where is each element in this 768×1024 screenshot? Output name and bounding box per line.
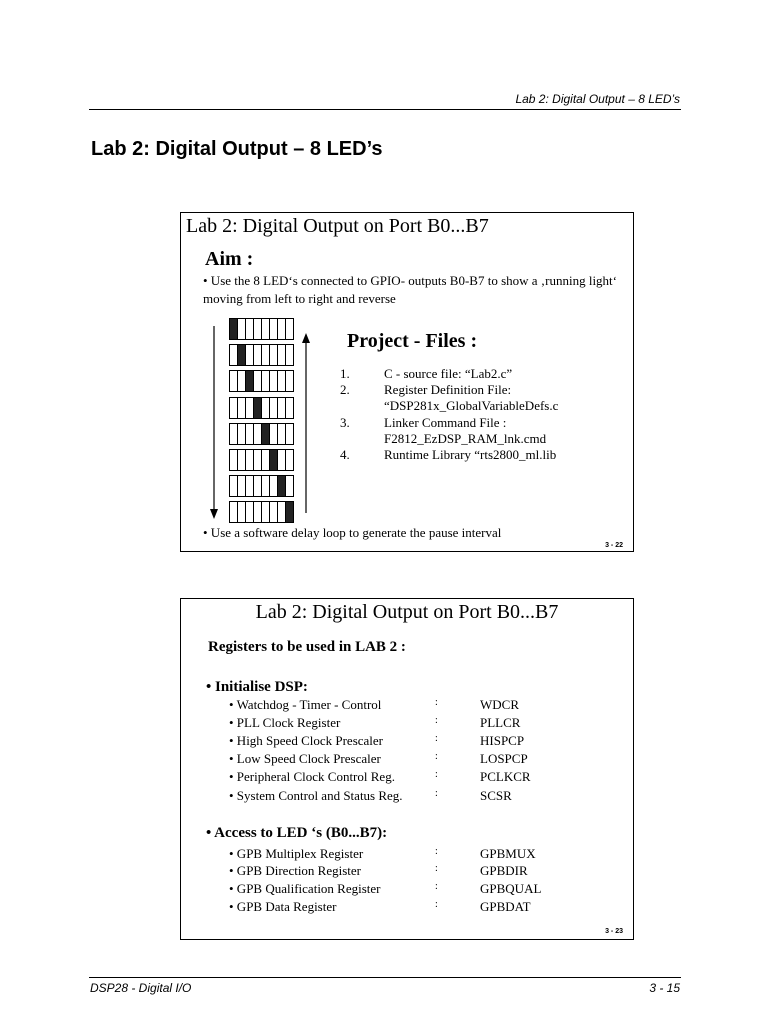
register-separator: : xyxy=(435,733,438,744)
register-row xyxy=(229,697,619,715)
register-name: PLLCR xyxy=(480,715,521,730)
running-header: Lab 2: Digital Output – 8 LED’s xyxy=(515,92,680,106)
register-separator: : xyxy=(435,715,438,726)
file-line: Runtime Library “rts2800_ml.lib xyxy=(384,447,557,462)
register-name: GPBQUAL xyxy=(480,881,542,896)
register-label: • High Speed Clock Prescaler xyxy=(229,733,384,748)
header-rule xyxy=(89,109,681,110)
footer-chapter: DSP28 - Digital I/O xyxy=(90,981,192,995)
file-number: 3. xyxy=(340,415,350,430)
file-line: C - source file: “Lab2.c” xyxy=(384,366,513,381)
register-name: PCLKCR xyxy=(480,769,531,784)
register-row xyxy=(229,715,619,733)
register-name: WDCR xyxy=(480,697,519,712)
file-line: “DSP281x_GlobalVariableDefs.c xyxy=(384,398,559,413)
file-number: 1. xyxy=(340,366,350,381)
register-row xyxy=(229,769,619,787)
register-row xyxy=(229,733,619,751)
register-label: • System Control and Status Reg. xyxy=(229,788,403,803)
register-label: • GPB Multiplex Register xyxy=(229,846,364,861)
footer-page-number: 3 - 15 xyxy=(649,981,680,995)
register-separator: : xyxy=(435,881,438,892)
arrow-down-icon xyxy=(210,326,218,519)
page-title: Lab 2: Digital Output – 8 LED’s xyxy=(91,138,383,160)
register-name: GPBDIR xyxy=(480,863,528,878)
slide-subtitle: Registers to be used in LAB 2 : xyxy=(208,639,406,655)
register-label: • PLL Clock Register xyxy=(229,715,341,730)
register-label: • GPB Direction Register xyxy=(229,863,362,878)
file-number: 4. xyxy=(340,447,350,462)
register-label: • GPB Data Register xyxy=(229,899,337,914)
register-name: GPBDAT xyxy=(480,899,531,914)
register-row xyxy=(229,846,619,864)
slide-3-23 xyxy=(180,598,634,940)
register-label: • Peripheral Clock Control Reg. xyxy=(229,769,395,784)
aim-bullet: • Use the 8 LED‘s connected to GPIO- outputs B0-B7 to show a ‚running light‘ moving from left to right and reverse xyxy=(203,273,617,306)
register-separator: : xyxy=(435,899,438,910)
register-row xyxy=(229,788,619,806)
register-row xyxy=(229,881,619,899)
slide-title: Lab 2: Digital Output on Port B0...B7 xyxy=(255,601,559,623)
register-name: HISPCP xyxy=(480,733,525,748)
arrow-up-icon xyxy=(302,333,310,513)
slide-title: Lab 2: Digital Output on Port B0...B7 xyxy=(186,215,489,237)
register-separator: : xyxy=(435,863,438,874)
slide-3-22 xyxy=(180,212,634,552)
register-label: • Low Speed Clock Prescaler xyxy=(229,751,381,766)
register-row xyxy=(229,863,619,881)
register-separator: : xyxy=(435,788,438,799)
register-name: GPBMUX xyxy=(480,846,536,861)
register-name: LOSPCP xyxy=(480,751,528,766)
footer-rule xyxy=(89,977,681,978)
delay-bullet: • Use a software delay loop to generate the pause interval xyxy=(203,525,502,540)
register-label: • GPB Qualification Register xyxy=(229,881,381,896)
register-label: • Watchdog - Timer - Control xyxy=(229,697,382,712)
file-number: 2. xyxy=(340,382,350,397)
register-separator: : xyxy=(435,846,438,857)
file-line: F2812_EzDSP_RAM_lnk.cmd xyxy=(384,431,547,446)
file-line: Linker Command File : xyxy=(384,415,507,430)
register-name: SCSR xyxy=(480,788,512,803)
project-files-heading: Project - Files : xyxy=(347,330,478,352)
register-separator: : xyxy=(435,751,438,762)
file-line: Register Definition File: xyxy=(384,382,512,397)
section-access-leds: • Access to LED ‘s (B0...B7): xyxy=(206,825,388,841)
register-separator: : xyxy=(435,769,438,780)
aim-heading: Aim : xyxy=(205,248,254,270)
section-initialise-dsp: • Initialise DSP: xyxy=(206,679,308,695)
slide-number: 3 - 22 xyxy=(605,542,623,549)
register-separator: : xyxy=(435,697,438,708)
register-row xyxy=(229,899,619,917)
slide-number: 3 - 23 xyxy=(605,928,623,935)
register-row xyxy=(229,751,619,769)
